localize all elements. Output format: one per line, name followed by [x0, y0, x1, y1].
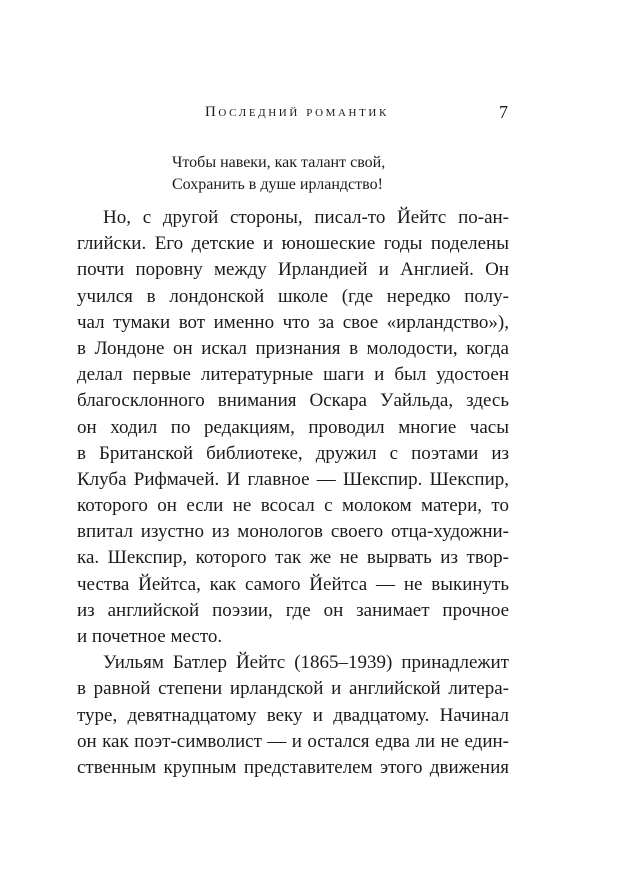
epigraph	[172, 152, 385, 196]
epigraph-line: Сохранить в душе ирландство!	[172, 176, 383, 193]
page-number: 7	[499, 102, 508, 122]
paragraph-line: Клуба Рифмачей. И главное — Шекспир. Шекспир,	[77, 468, 509, 490]
paragraph-line: Уильям Батлер Йейтс (1865–1939) принадлежит	[103, 652, 509, 674]
paragraph-line: и почетное место.	[77, 626, 223, 647]
paragraph-line: делал первые литературные шаги и был удостоен	[77, 364, 509, 386]
paragraph-line: в равной степени ирландской и английской литера-	[77, 678, 509, 700]
paragraph-line: в Британской библиотеке, дружил с поэтами из	[77, 442, 509, 464]
paragraph-line: чал тумаки вот именно что за свое «ирландство»),	[77, 311, 509, 333]
paragraph-line: из английской поэзии, где он занимает прочное	[77, 599, 509, 621]
paragraph-line: туре, девятнадцатому веку и двадцатому. Начинал	[77, 704, 509, 726]
paragraph-line: благосклонного внимания Оскара Уайльда, здесь	[77, 390, 509, 412]
paragraph-line: учился в лондонской школе (где нередко полу-	[77, 285, 509, 307]
paragraph-line: ка. Шекспир, которого так же не вырвать из твор-	[77, 547, 509, 569]
running-head: Последний романтик	[205, 104, 389, 120]
paragraph-line: ственным крупным представителем этого движения	[77, 756, 509, 778]
paragraph-line: впитал изустно из монологов своего отца-художни-	[77, 521, 509, 543]
paragraph-line: глийски. Его детские и юношеские годы поделены	[77, 233, 509, 255]
paragraph-line: в Лондоне он искал признания в молодости, когда	[77, 337, 509, 359]
paragraph-line: он как поэт-символист — и остался едва ли не един-	[77, 730, 509, 752]
body-text	[77, 205, 509, 781]
paragraph-line: чества Йейтса, как самого Йейтса — не выкинуть	[77, 573, 509, 595]
paragraph-line: почти поровну между Ирландией и Англией. Он	[77, 259, 509, 281]
epigraph-line: Чтобы навеки, как талант свой,	[172, 154, 386, 171]
paragraph-line: Но, с другой стороны, писал-то Йейтс по-ан-	[103, 207, 509, 228]
paragraph-line: которого он если не всосал с молоком матери, то	[77, 495, 509, 517]
paragraph-line: он ходил по редакциям, проводил многие часы	[77, 416, 509, 438]
